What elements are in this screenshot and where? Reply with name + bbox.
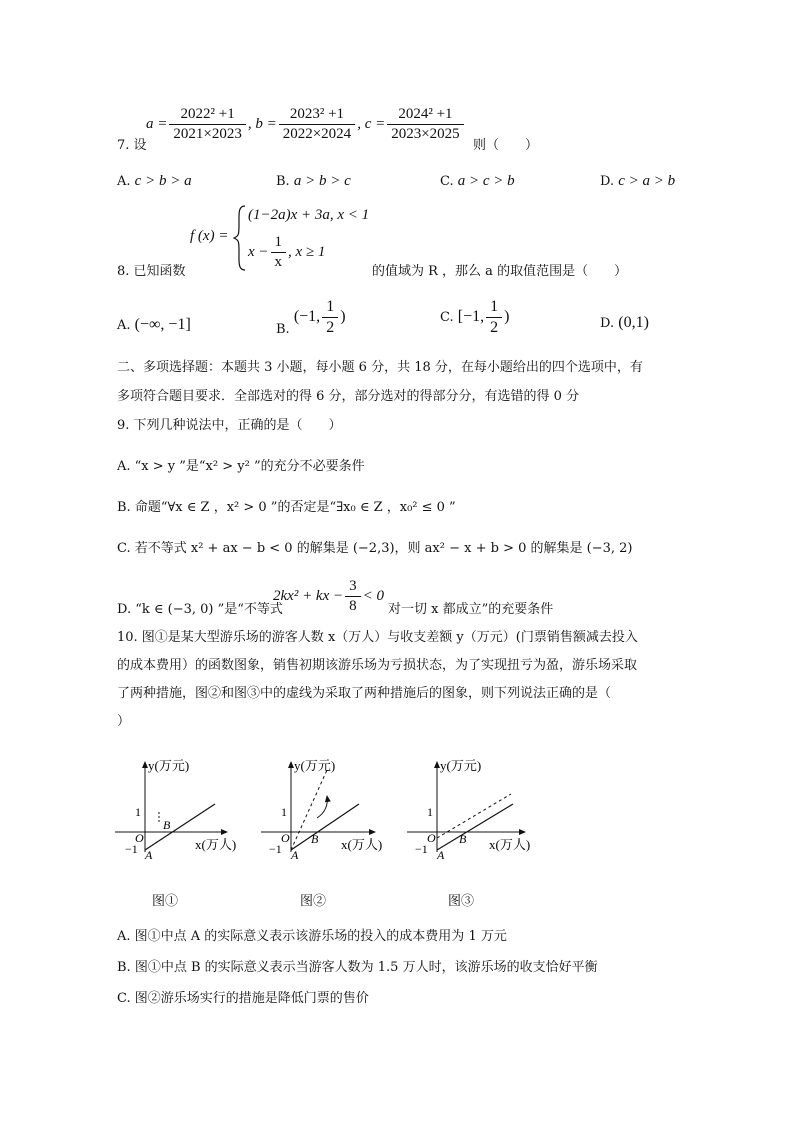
q7-number-lead [117,134,147,153]
graph-2-rotate-arrow [317,796,327,818]
q9-option-d-post: 对一切 x 都成立”的充要条件 [388,602,554,617]
graph-1-x-label: x(万人) [195,837,237,852]
graph-3-y-label: y(万元) [440,758,482,773]
q8-case1: (1−2a)x + 3a, x < 1 [248,207,370,223]
q7-option-b: B. a > b > c [276,173,351,189]
graph-1-one: 1 [135,805,141,819]
q7-c-den: 2023×2025 [391,126,460,142]
graph-3-point-b: B [459,832,467,846]
graph-3 [403,752,543,862]
q10-stem-line3: 了两种措施，图②和图③中的虚线为采取了两种措施后的图象，则下列说法正确的是（ [117,686,612,701]
q7-option-d: D. c > a > b [600,173,676,189]
q9-option-d-ineq: 2kx² + kx − $\frac{3}{8}$ < 0 [273,578,384,614]
q8-option-d: D. (0,1) [600,314,649,331]
graph-2 [255,752,395,862]
q10-option-b: B. 图①中点 B 的实际意义表示当游客人数为 1.5 万人时，该游乐场的收支恰好平衡 [117,960,598,975]
graph-2-one: 1 [281,805,287,819]
q8-tail: 的值域为 R ，那么 a 的取值范围是（ ） [372,264,628,279]
q7-b-frac [279,106,355,143]
q7-expression: a = $\frac{\text{2022² +1}}{2021\times 2023}$ , b = $\frac{\text{2023² +1}}{2022\times 2024}$ , c = $\frac{\text{2024² +1}}{2023\times 2025}$ [146,106,466,143]
q10-stem-line1: 10. 图①是某大型游乐场的游客人数 x（万人）与收支差额 y（万元）(门票销售额减去投入 [117,630,638,645]
q7-option-a: A. c > b > a [117,173,192,189]
q7-a-var: a = [146,115,168,132]
graph-3-caption: 图③ [448,894,475,909]
q10-option-a: A. 图①中点 A 的实际意义表示该游乐场的投入的成本费用为 1 万元 [117,929,507,944]
graph-2-x-label: x(万人) [341,837,383,852]
graph-1-point-b: B [163,818,171,832]
graph-1-caption: 图① [152,894,179,909]
graph-1-neg-one: −1 [125,842,138,856]
graph-3-dashed-line [437,794,511,838]
q7-number: 7. [117,138,130,153]
graph-3-x-label: x(万人) [489,837,531,852]
q7-a-frac [169,106,245,143]
q8-option-c: C. [−1, $\frac{1}{2}$ ) [440,298,510,336]
graph-1-origin: O [135,831,144,845]
q8-brace [233,204,247,272]
graph-3-origin: O [427,831,436,845]
section2-line1: 二、多项选择题：本题共 3 小题，每小题 6 分，共 18 分，在每小题给出的四个选项中，有 [117,360,643,375]
graph-2-caption: 图② [300,894,327,909]
q8-number-lead [117,260,186,279]
graph-2-y-label: y(万元) [294,758,336,773]
section2-line2: 多项符合题目要求．全部选对的得 6 分，部分选对的得部分分，有选错的得 0 分 [117,389,580,404]
q9-option-b: B. 命题“∀x ∈ Z ，x² > 0 ”的否定是“∃x₀ ∈ Z ，x₀² ≤ 0 ” [117,500,456,515]
graph-2-neg-one: −1 [269,842,282,856]
q7-c-frac [387,106,463,143]
q8-case2: x − $\frac{1}{x}$ , x ≥ 1 [248,234,326,270]
q10-stem-line2: 的成本费用）的函数图象，销售初期该游乐场为亏损状态，为了实现扭亏为盈，游乐场采取 [117,658,638,673]
q9-stem: 9. 下列几种说法中，正确的是（ ） [117,418,342,433]
graph-3-one: 1 [427,805,433,819]
q9-option-c: C. 若不等式 x² + ax − b < 0 的解集是 (−2,3)，则 ax² − x + b > 0 的解集是 (−3, 2) [117,541,633,556]
q8-number: 8. [117,264,130,279]
q7-b-num: 2023² +1 [279,106,355,125]
graph-1-y-label: y(万元) [148,758,190,773]
q8-fx: f (x) = [190,228,229,244]
q10-option-c: C. 图②游乐场实行的措施是降低门票的售价 [117,991,369,1006]
q7-a-num: 2022² +1 [169,106,245,125]
graph-2-point-b: B [311,832,319,846]
q9-option-d-pre: D. “k ∈ (−3, 0) ”是“不等式 [117,602,283,617]
graph-1-point-a: A [145,848,153,862]
q7-c-num: 2024² +1 [387,106,463,125]
q8-option-b: B. (−1, $\frac{1}{2}$ ) [276,298,346,337]
q10-stem-line4: ） [117,714,131,729]
graph-1 [107,752,247,862]
q8-option-a: A. (−∞, −1] [117,316,191,333]
q9-option-a: A. “x > y ”是“x² > y² ”的充分不必要条件 [117,459,365,474]
q7-tail: 则（ ） [473,138,539,153]
graph-2-point-a: A [291,848,299,862]
graph-2-origin: O [281,831,290,845]
q7-lead: 设 [133,138,147,153]
q7-a-den: 2021×2023 [173,126,242,142]
q7-b-den: 2022×2024 [282,126,352,142]
graph-3-neg-one: −1 [415,842,428,856]
q7-option-c: C. a > c > b [440,173,515,189]
q8-lead: 已知函数 [133,264,186,279]
graph-3-point-a: A [437,848,445,862]
